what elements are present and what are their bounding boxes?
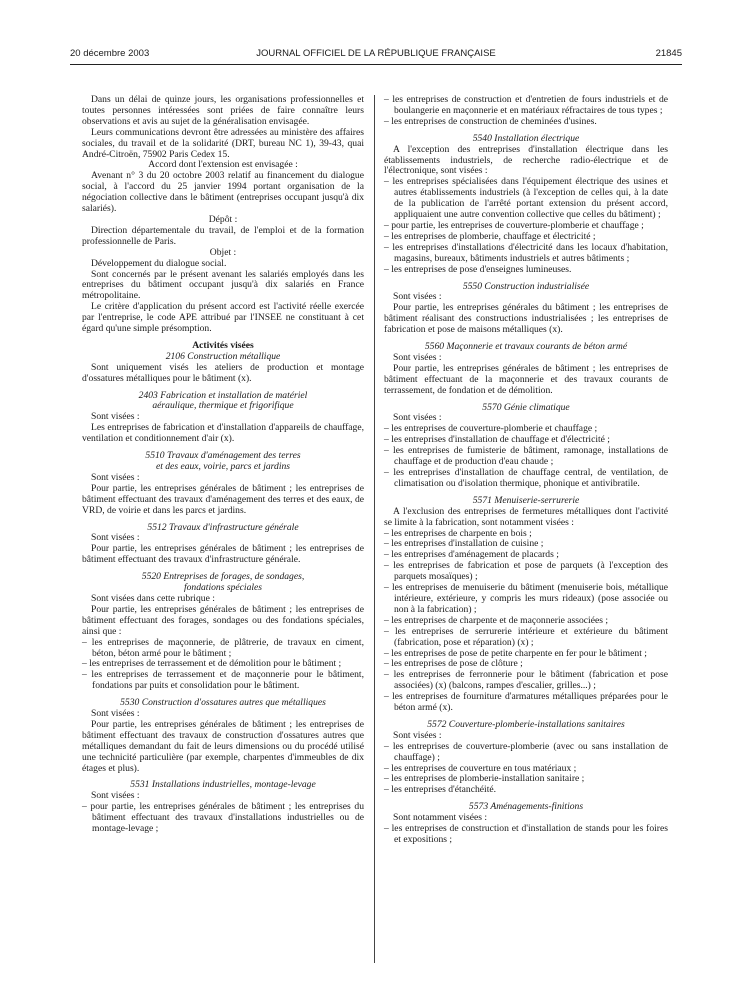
label: Sont visées : — [91, 471, 140, 483]
section-heading: aéraulique, thermique et frigorifique — [152, 400, 294, 412]
label: Sont notamment visées : — [393, 812, 488, 824]
section-heading: 5512 Travaux d'infrastructure générale — [147, 521, 299, 533]
section-heading: 5540 Installation électrique — [472, 132, 580, 144]
centered-label: Dépôt : — [208, 213, 238, 225]
list-item: – les entreprises de couverture-plomberie (avec ou sans installation de chauffage) ; — [384, 740, 668, 763]
label: Sont visées : — [393, 412, 442, 424]
list-item: – les entreprises de pose d'enseignes lumineuses. — [384, 263, 572, 275]
paragraph: A l'exception des entreprises d'installation électrique dans les établissements industriels, de recherche radio-électrique et de l'électronique, sont visées : — [384, 143, 668, 177]
section-heading: 2106 Construction métallique — [165, 350, 281, 362]
list-item: – les entreprises de fabrication et pose de parquets (à l'exception des parquets mosaïques) ; — [384, 560, 668, 583]
paragraph: Sont concernés par le présent avenant les salariés employés dans les entreprises du bâtiment occupant jusqu'à dix salariés en France métropolitaine. — [82, 268, 364, 302]
paragraph: Avenant n° 3 du 20 octobre 2003 relatif au financement du dialogue social, à l'accord du 25 janvier 1994 portant organisation de la négociation collective dans le bâtiment (entreprises occupant jusqu'à dix salariés). — [82, 170, 364, 215]
section-heading: 5520 Entreprises de forages, de sondages, — [141, 571, 305, 583]
section-heading: 5560 Maçonnerie et travaux courants de béton armé — [424, 341, 628, 353]
paragraph: Pour partie, les entreprises générales de bâtiment ; les entreprises de bâtiment effectuant des forages, sondages ou des fondations spéciales, ainsi que : — [82, 603, 364, 637]
list-item: – les entreprises de construction et d'installation de stands pour les foires et expositions ; — [384, 823, 668, 845]
list-item: – les entreprises de charpente et de maçonnerie associées ; — [384, 614, 609, 626]
list-item: – les entreprises spécialisées dans l'équipement électrique des usines et autres établissements industriels (à l'exception de celles qui, à la date de la publication de l'arrêté portant extension du présent accord, appliquaient une autre convention collective que celles du bâtiment) ; — [384, 176, 668, 221]
header-title: JOURNAL OFFICIEL DE LA RÉPUBLIQUE FRANÇAISE — [256, 48, 496, 59]
list-item: – les entreprises d'installation de chauffage central, de ventilation, de climatisation ou d'isolation thermique, phonique et antivibratile. — [384, 467, 668, 489]
paragraph: Les entreprises de fabrication et d'installation d'appareils de chauffage, ventilation et conditionnement d'air (x). — [82, 422, 364, 445]
list-item: – les entreprises de fumisterie de bâtiment, ramonage, installations de chauffage et de production d'eau chaude ; — [384, 445, 668, 468]
list-item: – les entreprises de construction et d'entretien de fours industriels et de boulangerie en maçonnerie et en matériaux réfractaires de tous types ; — [384, 94, 668, 116]
list-item: – les entreprises de ferronnerie pour le bâtiment (fabrication et pose associées) (x) (balcons, rampes d'escalier, grilles...) ; — [384, 669, 668, 692]
header-date: 20 décembre 2003 — [70, 48, 150, 59]
label: Sont visées : — [393, 351, 442, 363]
paragraph: Dans un délai de quinze jours, les organisations professionnelles et toutes personnes intéressées sont priées de faire connaître leurs observations et avis au sujet de la généralisation envisagée. — [82, 94, 364, 127]
list-item: – les entreprises de plomberie-installation sanitaire ; — [384, 773, 585, 785]
list-item: – pour partie, les entreprises générales de bâtiment ; les entreprises du bâtiment effectuant des travaux d'installations industrielles ou de montage-levage ; — [82, 801, 364, 835]
section-heading: 5550 Construction industrialisée — [462, 280, 590, 292]
label: Sont visées dans cette rubrique : — [91, 592, 215, 604]
centered-label: Objet : — [209, 246, 237, 258]
paragraph: Le critère d'application du présent accord est l'activité réelle exercée par l'entreprise, le code APE attribué par l'INSEE ne constituant à cet égard qu'une simple présomption. — [82, 301, 364, 335]
label: Sont visées : — [393, 729, 442, 741]
section-heading: et des eaux, voirie, parcs et jardins — [155, 461, 291, 472]
label: Sont visées : — [91, 708, 140, 720]
section-heading: 5510 Travaux d'aménagement des terres — [145, 450, 301, 462]
label: Sont visées : — [91, 532, 140, 544]
list-item: – les entreprises de fourniture d'armatures métalliques préparées pour le béton armé (x). — [384, 691, 668, 714]
section-heading: 2403 Fabrication et installation de matériel — [138, 389, 308, 401]
list-item: – les entreprises de couverture-plomberie et chauffage ; — [384, 423, 598, 435]
paragraph: Direction départementale du travail, de l'emploi et de la formation professionnelle de Paris. — [82, 224, 364, 247]
paragraph: Pour partie, les entreprises générales de bâtiment ; les entreprises de bâtiment effectuant des travaux de construction d'ossatures autres que métalliques demandant du fait de leurs dimensions ou du procédé utilisé une technicité particulière (par exemple, charpentes d'immeubles de dix étages et plus). — [82, 718, 364, 774]
list-item: – les entreprises de maçonnerie, de plâtrerie, de travaux en ciment, béton, béton armé pour le bâtiment ; — [82, 636, 364, 659]
header-rule — [70, 64, 682, 65]
paragraph: Pour partie, les entreprises générales de bâtiment ; les entreprises de bâtiment effectuant de la maçonnerie et des travaux courants de terrassement, de fondation et de démolition. — [384, 362, 668, 396]
section-heading: 5570 Génie climatique — [482, 401, 570, 413]
list-item: – les entreprises de serrurerie intérieure et extérieure du bâtiment (fabrication, pose et réparation) (x) ; — [384, 625, 668, 648]
column-divider — [374, 95, 375, 963]
list-item: – les entreprises de construction de cheminées d'usines. — [384, 115, 597, 127]
section-heading: 5531 Installations industrielles, montage-levage — [130, 779, 316, 791]
label: Sont visées : — [91, 411, 140, 423]
section-heading: 5571 Menuiserie-serrurerie — [472, 494, 580, 506]
page-header — [70, 48, 682, 64]
list-item: – les entreprises de plomberie, chauffage et électricité ; — [384, 230, 596, 242]
section-heading: 5530 Construction d'ossatures autres que métalliques — [120, 697, 326, 709]
header-page-number: 21845 — [655, 48, 682, 59]
label: Sont visées : — [393, 291, 442, 303]
paragraph: Développement du dialogue social. — [91, 257, 227, 269]
paragraph: Sont uniquement visés les ateliers de production et montage d'ossatures métalliques pour le bâtiment (x). — [82, 361, 364, 384]
list-item: – les entreprises de pose de clôture ; — [384, 658, 523, 670]
list-item: – les entreprises d'aménagement de placards ; — [384, 549, 559, 561]
main-heading: Activités visées — [192, 339, 254, 351]
label: Sont visées : — [91, 790, 140, 802]
paragraph: Pour partie, les entreprises générales de bâtiment ; les entreprises de bâtiment effectuant des travaux d'aménagement des terres et des eaux, de VRD, de voirie et dans les parcs et jardins. — [82, 482, 364, 516]
section-heading: fondations spéciales — [183, 582, 263, 594]
list-item: – les entreprises d'installations d'électricité dans les locaux d'habitation, magasins, bureaux, bâtiments industriels et autres bâtiments ; — [384, 241, 668, 264]
list-item: – les entreprises d'étanchéité. — [384, 784, 497, 796]
right-column — [384, 95, 668, 846]
list-item: – les entreprises de charpente en bois ; — [384, 527, 532, 539]
left-column — [82, 95, 364, 835]
list-item: – pour partie, les entreprises de couverture-plomberie et chauffage ; — [384, 219, 644, 231]
paragraph: Leurs communications devront être adressées au ministère des affaires sociales, du travail et de la solidarité (DRT, bureau NC 1), 39-43, quai André-Citroën, 75902 Paris Cedex 15. — [82, 126, 364, 160]
list-item: – les entreprises de pose de petite charpente en fer pour le bâtiment ; — [384, 647, 647, 659]
list-item: – les entreprises d'installation de cuisine ; — [384, 538, 544, 550]
centered-label: Accord dont l'extension est envisagée : — [148, 159, 298, 171]
list-item: – les entreprises de menuiserie du bâtiment (menuiserie bois, métallique intérieure, extérieure, y compris les murs rideaux) (pose associée ou non à la fabrication) ; — [384, 582, 668, 615]
section-heading: 5573 Aménagements-finitions — [468, 801, 584, 813]
paragraph: Pour partie, les entreprises générales de bâtiment ; les entreprises de bâtiment effectuant des travaux d'infrastructure générale. — [82, 543, 364, 566]
paragraph: A l'exclusion des entreprises de fermetures métalliques dont l'activité se limite à la fabrication, sont notamment visées : — [384, 505, 668, 528]
list-item: – les entreprises de couverture en tous matériaux ; — [384, 762, 577, 774]
paragraph: Pour partie, les entreprises générales du bâtiment ; les entreprises de bâtiment réalisant des constructions industrialisées ; les entreprises de fabrication et pose de maisons métalliques (x). — [384, 302, 668, 336]
list-item: – les entreprises d'installation de chauffage et d'électricité ; — [384, 434, 610, 446]
section-heading: 5572 Couverture-plomberie-installations sanitaires — [427, 718, 625, 730]
list-item: – les entreprises de terrassement et de démolition pour le bâtiment ; — [82, 658, 342, 670]
list-item: – les entreprises de terrassement et de maçonnerie pour le bâtiment, fondations par puits et consolidation pour le bâtiment. — [82, 669, 364, 692]
